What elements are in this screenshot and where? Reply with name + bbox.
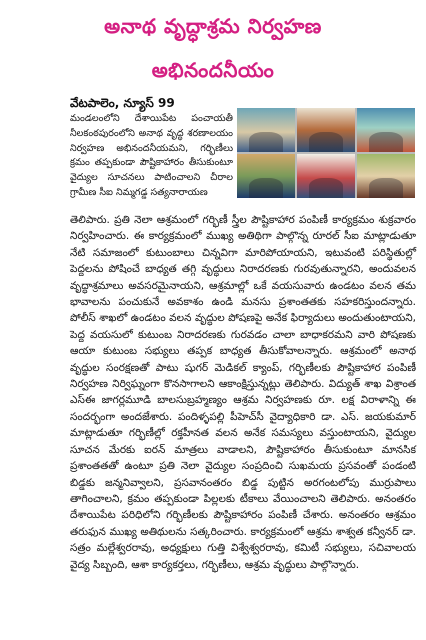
photo-collage: [237, 108, 415, 198]
event-photo: [237, 154, 295, 198]
event-photo: [357, 108, 415, 152]
article-intro-column: [70, 112, 233, 201]
article-body-text: తెలిపారు. ప్రతి నెలా ఆశ్రమంలో గర్భిణీ స్త్రీల పౌష్టికాహార పంపిణీ కార్యక్రమం శుక్రవారం నిర్వహించారు. ఈ కార్యక్రమంలో ముఖ్య అతిథిగా పాల్గొన్న రూరల్ సీఐ మాట్లాడుతూ నేటి సమాజంలో కుటుంబాలు చిన్నవిగా మారిపోయాయని, ఇటువంటి పరిస్థితుల్లో పెద్దలను పోషించే బాధ్యత తగ్గి వృద్ధులు నిరాదరణకు గురవుతున్నారని, అందువలన వృద్ధాశ్రమాలు అవసరమైనాయని, ఆశ్రమాల్లో ఒకే వయసువారు ఉండటం వలన తమ భావాలను పంచుకునే అవకాశం ఉండి మనసు ప్రశాంతతకు సహకరిస్తుందన్నారు. పోలీస్ శాఖలో ఉండటం వలన వృద్ధుల పోషణపై అనేక ఫిర్యాదులు అందుతుంటాయని, పెద్ద వయసులో కుటుంబ నిరాదరణకు గురవడం చాలా బాధాకరమని వారి పోషణకు ఆయా కుటుంబ సభ్యులు తప్పక బాధ్యత తీసుకోవాలన్నారు. ఆశ్రమంలో అనాథ వృద్ధుల సంరక్షణతో పాటు షుగర్ మెడికల్ క్యాంప్, గర్భిణీలకు పౌష్టికాహార పంపిణీ నిర్వహణ నిర్విఘ్నంగా కొనసాగాలని ఆకాంక్షిస్తున్నట్లు తెలిపారు. విద్యుత్ శాఖ విశ్రాంత ఎస్ఈ జాగర్లమూడి బాలసుబ్రహ్మణ్యం ఆశ్రమ నిర్వహణకు రూ. లక్ష విరాళాన్ని ఈ సందర్భంగా అందజేశారు. పందిళ్ళపల్లి పీహెచ్‌సీ వైద్యాధికారి డా. ఎస్. జయకుమార్ మాట్లాడుతూ గర్భిణీల్లో రక్తహీనత వలన అనేక సమస్యలు వస్తుంటాయని, వైద్యుల సూచన మేరకు ఐరన్ మాత్రలు వాడాలని, పౌష్టికాహారం తీసుకుంటూ మానసిక ప్రశాంతతతో ఉంటూ ప్రతి నెలా వైద్యుల సంప్రదించి సుఖమయ ప్రసవంతో పండంటి బిడ్డకు జన్మనివ్వాలని, ప్రసవానంతరం బిడ్డ పుట్టిన అరగంటలోపు ముర్రుపాలు తాగించాలని, క్రమం తప్పకుండా పిల్లలకు టీకాలు వేయించాలని తెలిపారు. అనంతరం దేశాయిపేట పరిధిలోని గర్భిణీలకు పౌష్టికాహారం పంపిణీ చేశారు. అనంతరం ఆశ్రమం తరుఫున ముఖ్య అతిథులను సత్కరించారు. కార్యక్రమంలో ఆశ్రమ శాశ్వత కన్వీనర్ డా. సత్రం మల్లేశ్వరరావు, అధ్యక్షులు గుత్తి విశ్వేశ్వరరావు, కమిటీ సభ్యులు, సచివాలయ వైద్య సిబ్బంది, ఆశా కార్యకర్తలు, గర్భిణీలు, ఆశ్రమ వృద్ధులు పాల్గొన్నారు.: [70, 214, 416, 571]
event-photo: [237, 108, 295, 152]
article-intro-text: మండలంలోని దేశాయిపేట పంచాయతీ నీలకంఠపురంలోని అనాథ వృద్ధ శరణాలయం నిర్వహణ అభినందనీయమని, గర్భిణీలు క్రమం తప్పకుండా పౌష్టికాహారం తీసుకుంటూ వైద్యుల సూచనలు పాటించాలని చీరాల గ్రామీణ సీఐ నిమ్మగడ్డ సత్యనారాయణ: [70, 113, 233, 198]
event-photo: [297, 154, 355, 198]
headline-line-1: అనాథ వృద్ధాశ్రమ నిర్వహణ: [104, 14, 322, 38]
dateline: వేటపాలెం, న్యూస్ 99: [70, 96, 175, 110]
article-body: [70, 212, 416, 573]
headline: [0, 4, 426, 92]
headline-line-2: అభినందనీయం: [151, 58, 275, 82]
event-photo: [297, 108, 355, 152]
event-photo: [357, 154, 415, 198]
